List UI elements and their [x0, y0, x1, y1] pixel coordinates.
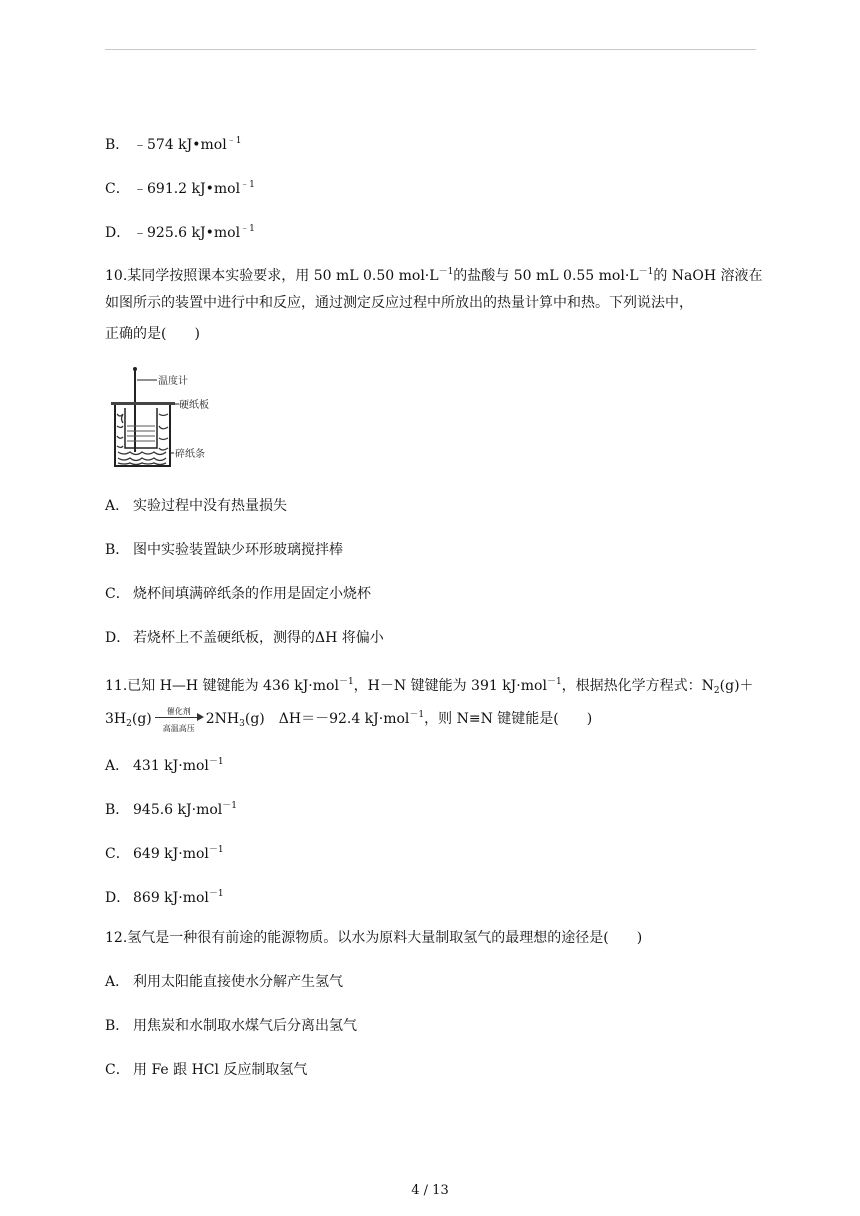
q10-option-d: D． 若烧杯上不盖硬纸板，测得的ΔH 将偏小	[105, 630, 384, 646]
q10-stem-line2: 如图所示的装置中进行中和反应，通过测定反应过程中所放出的热量计算中和热。下列说法中，	[105, 295, 693, 311]
q12-stem: 12.氢气是一种很有前途的能源物质。以水为原料大量制取氢气的最理想的途径是( )	[105, 930, 643, 946]
q11-stem-line2: $3H_2(g)$ 催化剂 高温高压 $2NH_3(g)$ ΔH＝－92.4 kJ·mol$^{-1}$，则 N≡N 键键能是( )	[105, 707, 593, 733]
calorimeter-figure	[105, 364, 225, 470]
label-paper-strips: 碎纸条	[175, 449, 205, 460]
q9-option-d: D． ﹣925.6 kJ•mol$^{﹣1}$	[105, 224, 255, 241]
q12-option-a: A． 利用太阳能直接使水分解产生氢气	[105, 974, 343, 990]
page-number: 4 / 13	[411, 1183, 449, 1198]
q11-option-b: B． 945.6 kJ·mol$^{-1}$	[105, 801, 237, 818]
q9-option-b: B． ﹣574 kJ•mol$^{﹣1}$	[105, 136, 242, 153]
q10-option-b: B． 图中实验装置缺少环形玻璃搅拌棒	[105, 542, 343, 558]
header-rule	[105, 49, 756, 50]
q10-option-a: A． 实验过程中没有热量损失	[105, 498, 287, 514]
q11-option-d: D． 869 kJ·mol$^{-1}$	[105, 889, 224, 906]
label-thermometer: 温度计	[158, 376, 188, 387]
q12-option-b: B． 用焦炭和水制取水煤气后分离出氢气	[105, 1018, 357, 1034]
reaction-arrow: 催化剂 高温高压	[153, 708, 205, 728]
q12-option-c: C． 用 Fe 跟 HCl 反应制取氢气	[105, 1062, 308, 1078]
q10-stem-line1: 10.某同学按照课本实验要求，用 50 mL 0.50 $mol\cdot L^{-1}$的盐酸与 50 mL 0.55 $mol\cdot L^{-1}$的 NaOH 溶液在	[105, 267, 763, 284]
q10-stem-line3: 正确的是( )	[105, 326, 200, 342]
q11-stem-line1: 11.已知 H—H 键键能为 436 kJ·mol$^{-1}$，H－N 键键能为 391 kJ·mol$^{-1}$，根据热化学方程式：$N_2(g)+$	[105, 677, 754, 696]
q11-option-a: A． 431 kJ·mol$^{-1}$	[105, 757, 224, 774]
label-cardboard: 硬纸板	[179, 400, 209, 411]
q9-option-c: C． ﹣691.2 kJ•mol$^{﹣1}$	[105, 180, 255, 197]
q11-option-c: C． 649 kJ·mol$^{-1}$	[105, 845, 224, 862]
q10-option-c: C． 烧杯间填满碎纸条的作用是固定小烧杯	[105, 586, 371, 602]
